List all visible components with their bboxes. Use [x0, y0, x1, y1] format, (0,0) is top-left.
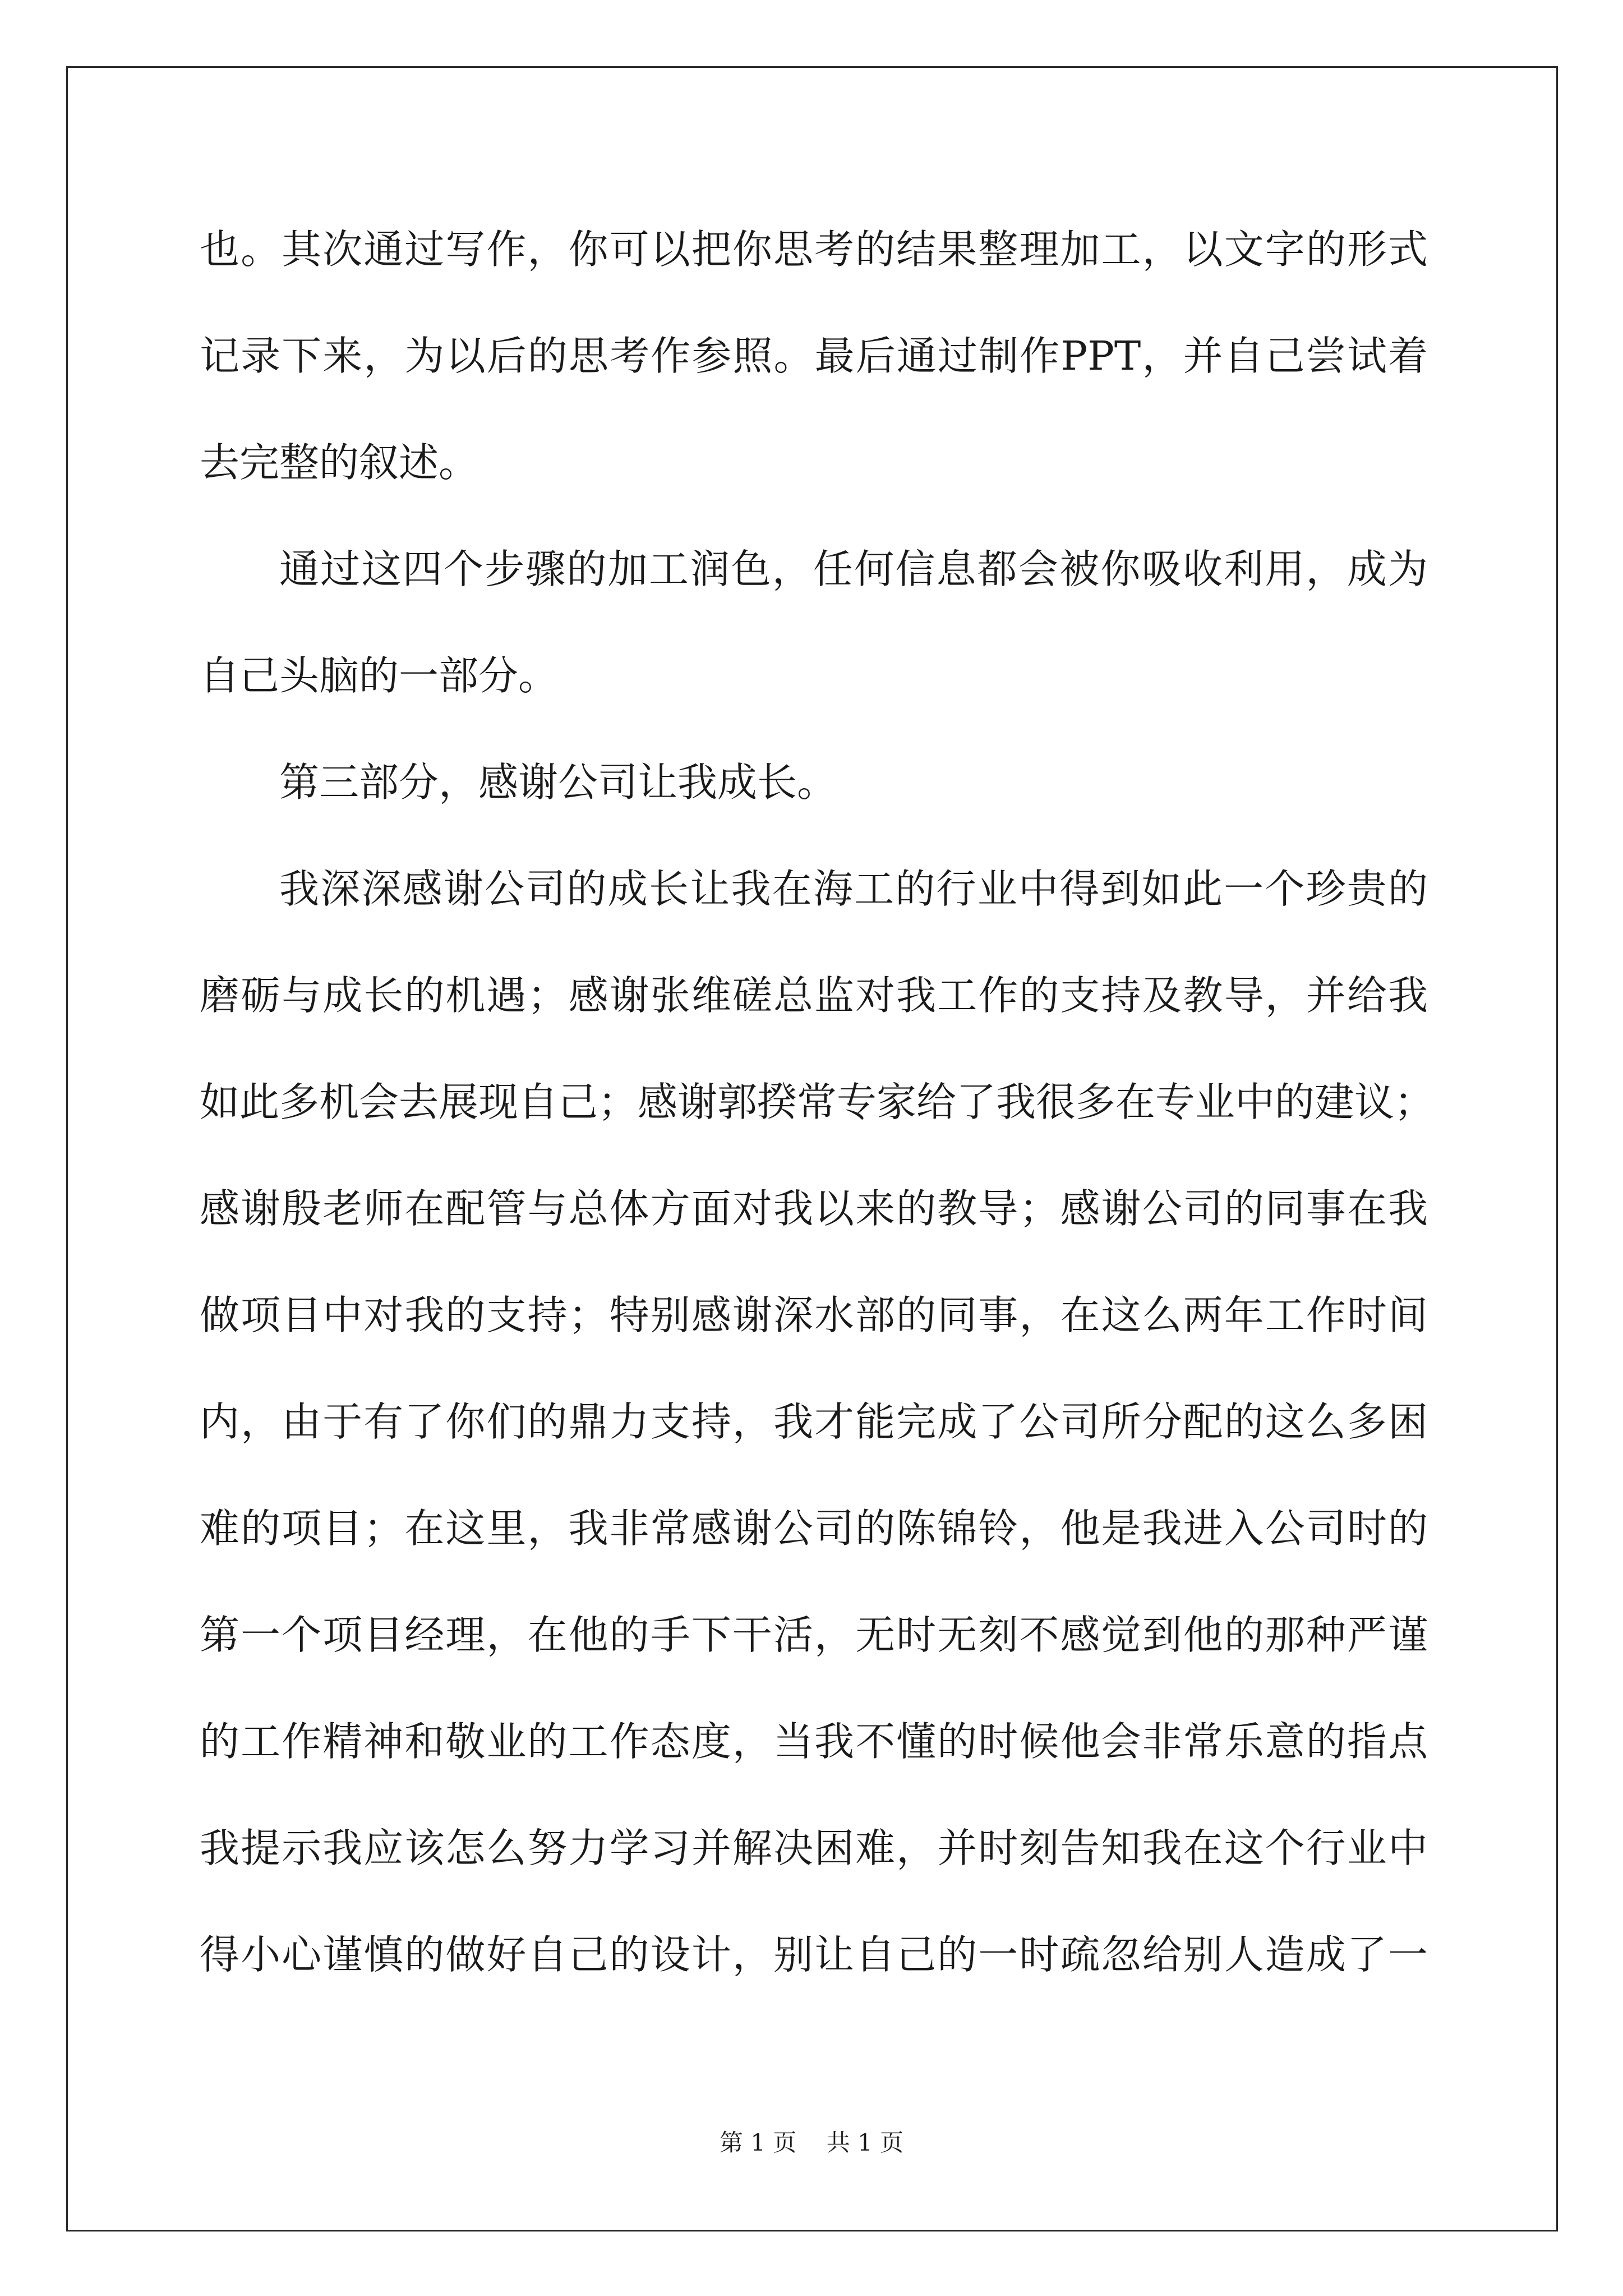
text-line: 记录下来，为以后的思考作参照。最后通过制作PPT，并自己尝试着: [200, 333, 1428, 379]
paragraph-start-line: 通过这四个步骤的加工润色，任何信息都会被你吸收利用，成为: [279, 546, 1428, 592]
text-line: 磨砺与成长的机遇；感谢张维磋总监对我工作的支持及教导，并给我: [200, 972, 1428, 1019]
text-line: 第一个项目经理，在他的手下干活，无时无刻不感觉到他的那种严谨: [200, 1612, 1428, 1658]
section-heading: 第三部分，感谢公司让我成长。: [279, 759, 837, 806]
text-line: 得小心谨慎的做好自己的设计，别让自己的一时疏忽给别人造成了一: [200, 1931, 1428, 1978]
text-line: 自己头脑的一部分。: [200, 652, 559, 699]
text-line: 去完整的叙述。: [200, 439, 479, 486]
text-line: 如此多机会去展现自己；感谢郭揆常专家给了我很多在专业中的建议；: [200, 1079, 1435, 1125]
text-line: 也。其次通过写作，你可以把你思考的结果整理加工，以文字的形式: [200, 226, 1428, 273]
text-line: 的工作精神和敬业的工作态度，当我不懂的时候他会非常乐意的指点: [200, 1718, 1428, 1765]
text-line: 感谢殷老师在配管与总体方面对我以来的教导；感谢公司的同事在我: [200, 1185, 1428, 1232]
document-body: [200, 208, 1435, 2019]
text-line: 做项目中对我的支持；特别感谢深水部的同事，在这么两年工作时间: [200, 1292, 1428, 1338]
text-line: 难的项目；在这里，我非常感谢公司的陈锦铃，他是我进入公司时的: [200, 1505, 1428, 1552]
text-line: 内，由于有了你们的鼎力支持，我才能完成了公司所分配的这么多困: [200, 1398, 1428, 1445]
paragraph-start-line: 我深深感谢公司的成长让我在海工的行业中得到如此一个珍贵的: [279, 866, 1428, 912]
text-line: 我提示我应该怎么努力学习并解决困难，并时刻告知我在这个行业中: [200, 1825, 1428, 1871]
page-footer: 第 1 页 共 1 页: [719, 2129, 904, 2156]
